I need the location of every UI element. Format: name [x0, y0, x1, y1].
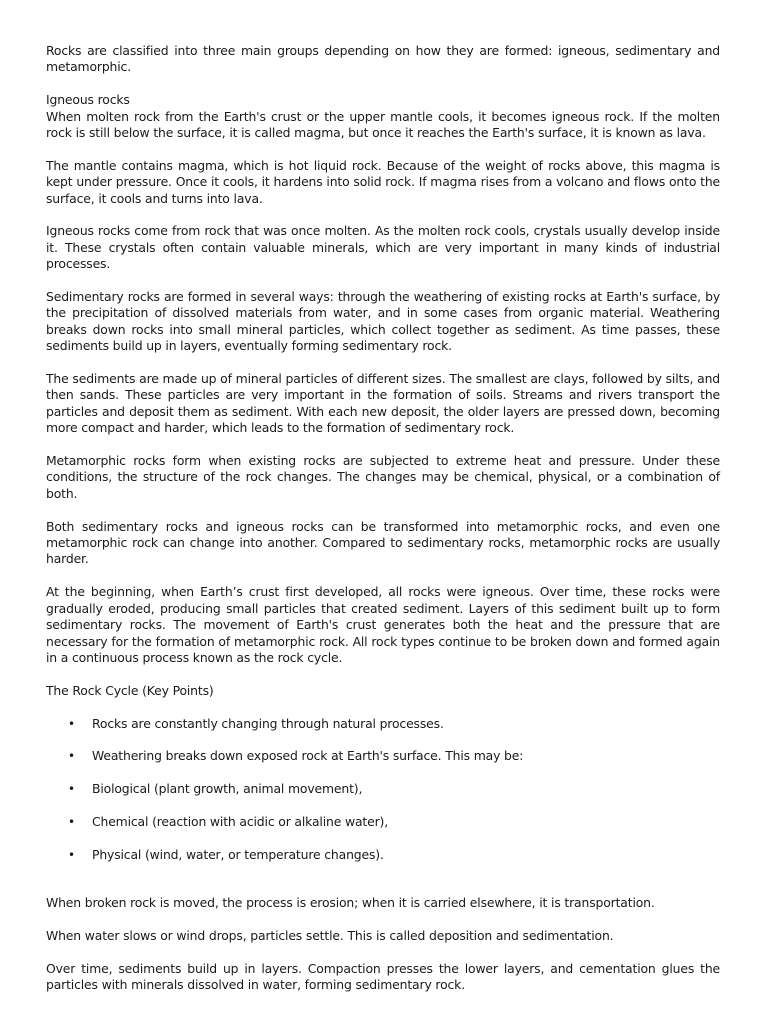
bullet-icon: •: [68, 814, 75, 829]
metamorphic-paragraph: At the beginning, when Earth’s crust first developed, all rocks were igneous. Over time, these rocks were gradually eroded, producing small particles that created sediment. Layers of this sediment built up to form sedimentary rocks. The movement of Earth's crust generates both the heat and the pressure that are necessary for the formation of metamorphic rock. All rock types continue to be broken down and formed again in a continuous process known as the rock cycle.: [46, 584, 720, 665]
metamorphic-paragraph: Both sedimentary rocks and igneous rocks can be transformed into metamorphic rocks, and even one metamorphic rock can change into another. Compared to sedimentary rocks, metamorphic rocks are usually harder.: [46, 518, 720, 567]
closing-paragraph: When broken rock is moved, the process is erosion; when it is carried elsewhere, it is transportation.: [46, 895, 655, 911]
list-item-text: Physical (wind, water, or temperature changes).: [92, 846, 384, 862]
list-item-text: Biological (plant growth, animal movement),: [92, 781, 363, 797]
list-item: [46, 781, 720, 797]
list-item-text: Chemical (reaction with acidic or alkaline water),: [92, 813, 388, 829]
bullet-icon: •: [68, 749, 75, 764]
list-item: [46, 847, 720, 863]
list-item: [46, 748, 720, 764]
section-spacer: [46, 879, 720, 895]
bullet-icon: •: [68, 847, 75, 862]
closing-paragraph: When water slows or wind drops, particles settle. This is called deposition and sedimentation.: [46, 928, 614, 944]
closing-paragraph: Over time, sediments build up in layers. Compaction presses the lower layers, and cementation glues the particles with minerals dissolved in water, forming sedimentary rock.: [46, 961, 720, 993]
igneous-paragraph: When molten rock from the Earth's crust or the upper mantle cools, it becomes igneous rock. If the molten rock is still below the surface, it is called magma, but once it reaches the Earth's surface, it is known as lava.: [46, 108, 720, 141]
igneous-paragraph: Igneous rocks come from rock that was once molten. As the molten rock cools, crystals usually develop inside it. These crystals often contain valuable minerals, which are very important in many kinds of industrial processes.: [46, 223, 720, 272]
bullet-icon: •: [68, 716, 75, 731]
metamorphic-paragraph: Metamorphic rocks form when existing rocks are subjected to extreme heat and pressure. Under these conditions, the structure of the rock changes. The changes may be chemical, physical, or a combination of both.: [46, 453, 720, 501]
list-item: [46, 814, 720, 830]
igneous-paragraph: The mantle contains magma, which is hot liquid rock. Because of the weight of rocks above, this magma is kept under pressure. Once it cools, it hardens into solid rock. If magma rises from a volcano and flows onto the surface, it cools and turns into lava.: [46, 157, 720, 206]
sedimentary-paragraph: The sediments are made up of mineral particles of different sizes. The smallest are clays, followed by silts, and then sands. These particles are very important in the formation of soils. Streams and rivers transport the particles and deposit them as sediment. With each new deposit, the older layers are pressed down, becoming more compact and harder, which leads to the formation of sedimentary rock.: [46, 371, 720, 436]
igneous-heading: Igneous rocks: [46, 92, 130, 108]
list-item-text: Weathering breaks down exposed rock at Earth's surface. This may be:: [92, 748, 524, 764]
intro-paragraph: Rocks are classified into three main groups depending on how they are formed: igneous, sedimentary and metamorphic.: [46, 43, 720, 75]
list-item-text: Rocks are constantly changing through natural processes.: [92, 715, 444, 731]
rock-cycle-heading: The Rock Cycle (Key Points): [46, 682, 214, 698]
sedimentary-paragraph: Sedimentary rocks are formed in several ways: through the weathering of existing rocks at Earth's surface, by the precipitation of dissolved materials from water, and in some cases from organic material. Weathering breaks down rocks into small mineral particles, which collect together as sediment. As time passes, these sediments build up in layers, eventually forming sedimentary rock.: [46, 289, 720, 354]
document-page: [46, 43, 720, 1010]
rock-cycle-list: [46, 716, 720, 864]
bullet-icon: •: [68, 782, 75, 797]
list-item: [46, 716, 720, 732]
